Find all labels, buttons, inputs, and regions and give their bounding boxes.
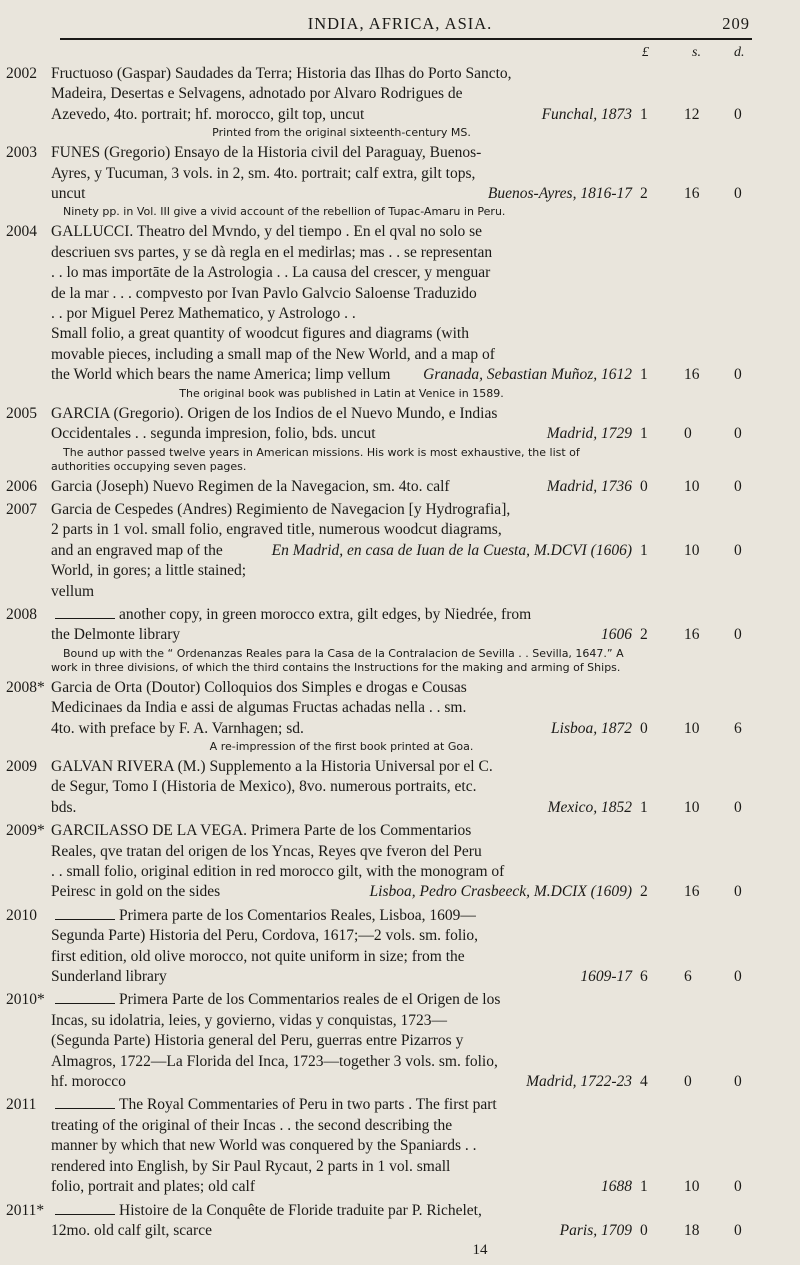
imprint-place-date: Madrid, 1729 bbox=[546, 425, 632, 443]
entry-number: 2010* bbox=[6, 991, 45, 1009]
price-shillings: 10 bbox=[684, 719, 700, 737]
entry-text: descriuen svs partes, y se dà regla en el medirlas; mas . . se representan bbox=[51, 243, 493, 261]
entry-number: 2004 bbox=[6, 223, 37, 241]
price-pence: 0 bbox=[734, 626, 742, 644]
catalogue-entry bbox=[6, 1095, 750, 1197]
entry-line bbox=[51, 862, 750, 882]
entry-text: Histoire de la Conquête de Floride traduite par P. Richelet, bbox=[119, 1201, 482, 1219]
imprint-place-date: Madrid, 1736 bbox=[546, 477, 632, 495]
catalogue-entry bbox=[6, 678, 750, 754]
price-shillings: 16 bbox=[684, 366, 700, 384]
entry-text: Segunda Parte) Historia del Peru, Cordova, 1617;—2 vols. sm. folio, bbox=[51, 927, 479, 945]
entry-number: 2011 bbox=[6, 1096, 37, 1114]
price-shillings: 18 bbox=[684, 1221, 700, 1239]
catalogue-entry bbox=[6, 1201, 750, 1242]
catalogue-entry bbox=[6, 64, 750, 140]
price-pounds: 1 bbox=[640, 105, 648, 123]
price-shillings: 10 bbox=[684, 1178, 700, 1196]
entry-line bbox=[51, 1031, 750, 1051]
entry-number: 2008* bbox=[6, 678, 45, 696]
running-head bbox=[0, 14, 800, 36]
entry-text: Medicinaes da India e assi de algumas Fructas achadas nella . . sm. bbox=[51, 699, 467, 717]
entry-text: Primera parte de los Comentarios Reales, Lisboa, 1609— bbox=[119, 906, 476, 924]
entry-line bbox=[51, 105, 750, 125]
entries-list bbox=[6, 64, 750, 1244]
entry-text: . . lo mas importāte de la Astrologia . . La causa del crescer, y menguar bbox=[51, 264, 491, 282]
entry-note: A re-impression of the first book printed at Goa. bbox=[209, 739, 474, 753]
entry-line bbox=[51, 1052, 750, 1072]
entry-line bbox=[51, 143, 750, 163]
signature-mark: 14 bbox=[472, 1242, 488, 1258]
entry-text: . . por Miguel Perez Mathematico, y Astrologo . . bbox=[51, 305, 356, 323]
price-pence: 0 bbox=[734, 883, 742, 901]
price-pence: 0 bbox=[734, 185, 742, 203]
price-shillings: 10 bbox=[684, 798, 700, 816]
entry-line bbox=[51, 1136, 750, 1156]
entry-line bbox=[51, 821, 750, 841]
entry-text: manner by which that new World was conquered by the Spaniards . . bbox=[51, 1137, 477, 1155]
entry-text: uncut bbox=[51, 185, 86, 203]
price-pounds: 2 bbox=[640, 626, 648, 644]
price-shillings: 12 bbox=[684, 105, 700, 123]
entry-text: bds. bbox=[51, 798, 77, 816]
entry-note: Bound up with the “ Ordenanzas Reales para la Casa de la Contralacion de Sevilla . . Sevilla, 1647.” A work in three divisions, of which the third contains the Instructions for the making and arming of Ships. bbox=[51, 646, 624, 674]
entry-number: 2007 bbox=[6, 500, 37, 518]
entry-line bbox=[51, 222, 750, 242]
entry-line bbox=[51, 798, 750, 818]
price-pounds: 0 bbox=[640, 719, 648, 737]
entry-text: another copy, in green morocco extra, gilt edges, by Niedrée, from bbox=[119, 605, 532, 623]
entry-number: 2009 bbox=[6, 757, 37, 775]
entry-line bbox=[51, 947, 750, 967]
entry-line bbox=[51, 777, 750, 797]
entry-line bbox=[51, 757, 750, 777]
entry-line bbox=[51, 304, 750, 324]
entry-note: The original book was published in Latin at Venice in 1589. bbox=[179, 386, 504, 400]
entry-line bbox=[51, 424, 750, 444]
price-shillings: 10 bbox=[684, 541, 700, 559]
entry-text: 12mo. old calf gilt, scarce bbox=[51, 1221, 212, 1239]
entry-line bbox=[51, 842, 750, 862]
entry-line bbox=[51, 967, 750, 987]
entry-line bbox=[51, 184, 750, 204]
entry-line bbox=[51, 477, 750, 497]
catalogue-entry bbox=[6, 404, 750, 474]
entry-line bbox=[51, 605, 750, 625]
imprint-place-date: Mexico, 1852 bbox=[547, 798, 632, 816]
entry-text: first edition, old olive morocco, not quite uniform in size; from the bbox=[51, 947, 465, 965]
page-number: 209 bbox=[722, 14, 750, 33]
entry-text: (Segunda Parte) Historia general del Peru, guerras entre Pizarros y bbox=[51, 1032, 464, 1050]
entry-number: 2010 bbox=[6, 906, 37, 924]
entry-line bbox=[51, 365, 750, 385]
price-shillings: 0 bbox=[684, 425, 692, 443]
entry-line bbox=[51, 678, 750, 698]
entry-line bbox=[51, 625, 750, 645]
price-pounds: 0 bbox=[640, 477, 648, 495]
entry-line bbox=[51, 284, 750, 304]
entry-text: 4to. with preface by F. A. Varnhagen; sd. bbox=[51, 719, 304, 737]
imprint-place-date: Buenos-Ayres, 1816-17 bbox=[487, 185, 632, 203]
entry-text: Garcia de Orta (Doutor) Colloquios dos Simples e drogas e Cousas bbox=[51, 678, 467, 696]
price-pence: 0 bbox=[734, 541, 742, 559]
ditto-dash bbox=[55, 919, 115, 920]
shillings-heading: s. bbox=[692, 45, 701, 60]
catalogue-entry bbox=[6, 990, 750, 1092]
entry-text: GARCILASSO DE LA VEGA. Primera Parte de los Commentarios bbox=[51, 822, 472, 840]
entry-number: 2011* bbox=[6, 1201, 45, 1219]
entry-line bbox=[51, 324, 750, 344]
entry-line bbox=[51, 1072, 750, 1092]
catalogue-entry bbox=[6, 906, 750, 988]
price-shillings: 0 bbox=[684, 1073, 692, 1091]
imprint-place-date: Lisboa, 1872 bbox=[551, 719, 632, 737]
entry-text: and an engraved map of the World, in gores; a little stained; vellum bbox=[51, 541, 247, 600]
entry-text: rendered into English, by Sir Paul Rycaut, 2 parts in 1 vol. small bbox=[51, 1157, 451, 1175]
imprint-place-date: Funchal, 1873 bbox=[541, 105, 632, 123]
entry-line bbox=[51, 882, 750, 902]
ditto-dash bbox=[55, 1108, 115, 1109]
price-shillings: 6 bbox=[684, 968, 692, 986]
catalogue-entry bbox=[6, 757, 750, 818]
imprint-place-date: Paris, 1709 bbox=[559, 1221, 632, 1239]
entry-text: Peiresc in gold on the sides bbox=[51, 883, 221, 901]
price-pounds: 1 bbox=[640, 541, 648, 559]
entry-line bbox=[51, 541, 750, 602]
entry-line bbox=[51, 84, 750, 104]
entry-text: Almagros, 1722—La Florida del Inca, 1723—together 3 vols. sm. folio, bbox=[51, 1052, 498, 1070]
price-pence: 0 bbox=[734, 1221, 742, 1239]
entry-text: Incas, su idolatria, leies, y govierno, vidas y conquistas, 1723— bbox=[51, 1011, 448, 1029]
entry-line bbox=[51, 500, 750, 520]
entry-text: treating of the original of their Incas . . the second describing the bbox=[51, 1116, 453, 1134]
entry-line bbox=[51, 1095, 750, 1115]
catalogue-entry bbox=[6, 821, 750, 903]
entry-text: The Royal Commentaries of Peru in two parts . The first part bbox=[119, 1096, 497, 1114]
price-pence: 0 bbox=[734, 477, 742, 495]
entry-line bbox=[51, 263, 750, 283]
entry-text: Madeira, Desertas e Selvagens, adnotado por Alvaro Rodrigues de bbox=[51, 85, 463, 103]
imprint-place-date: En Madrid, en casa de Iuan de la Cuesta, M.DCVI (1606) bbox=[271, 541, 632, 559]
entry-line bbox=[51, 64, 750, 84]
entry-note: Ninety pp. in Vol. III give a vivid account of the rebellion of Tupac-Amaru in Peru. bbox=[63, 205, 506, 219]
entry-text: Ayres, y Tucuman, 3 vols. in 2, sm. 4to. portrait; calf extra, gilt tops, bbox=[51, 164, 476, 182]
price-pounds: 0 bbox=[640, 1221, 648, 1239]
entry-text: Fructuoso (Gaspar) Saudades da Terra; Historia das Ilhas do Porto Sancto, bbox=[51, 65, 512, 82]
entry-text: de la mar . . . compvesto por Ivan Pavlo Galvcio Saloense Traduzido bbox=[51, 284, 477, 302]
price-pence: 0 bbox=[734, 798, 742, 816]
entry-line bbox=[51, 1116, 750, 1136]
price-shillings: 16 bbox=[684, 883, 700, 901]
imprint-place-date: 1609-17 bbox=[580, 968, 632, 986]
entry-line bbox=[51, 1177, 750, 1197]
entry-text: GALLUCCI. Theatro del Mvndo, y del tiempo . En el qval no solo se bbox=[51, 223, 483, 241]
pence-heading: d. bbox=[734, 45, 745, 60]
imprint-place-date: Granada, Sebastian Muñoz, 1612 bbox=[423, 366, 632, 384]
entry-text: 2 parts in 1 vol. small folio, engraved title, numerous woodcut diagrams, bbox=[51, 521, 502, 539]
entry-number: 2009* bbox=[6, 822, 45, 840]
entry-number: 2002 bbox=[6, 65, 37, 82]
entry-line bbox=[51, 404, 750, 424]
imprint-place-date: Madrid, 1722-23 bbox=[526, 1073, 632, 1091]
entry-text: de Segur, Tomo I (Historia de Mexico), 8vo. numerous portraits, etc. bbox=[51, 778, 477, 796]
ditto-dash bbox=[55, 1214, 115, 1215]
entry-line bbox=[51, 345, 750, 365]
price-shillings: 10 bbox=[684, 477, 700, 495]
entry-text: the World which bears the name America; limp vellum bbox=[51, 366, 391, 384]
entry-line bbox=[51, 906, 750, 926]
entry-line bbox=[51, 990, 750, 1010]
entry-text: . . small folio, original edition in red morocco gilt, with the monogram of bbox=[51, 863, 505, 880]
price-pounds: 1 bbox=[640, 798, 648, 816]
entry-line bbox=[51, 926, 750, 946]
entry-line bbox=[51, 698, 750, 718]
entry-text: Occidentales . . segunda impresion, folio, bds. uncut bbox=[51, 425, 376, 443]
ditto-dash bbox=[55, 618, 115, 619]
entry-line bbox=[51, 719, 750, 739]
entry-text: FUNES (Gregorio) Ensayo de la Historia civil del Paraguay, Buenos- bbox=[51, 144, 482, 162]
entry-line bbox=[51, 1157, 750, 1177]
entry-text: Primera Parte de los Commentarios reales de el Origen de los bbox=[119, 991, 501, 1009]
entry-text: Small folio, a great quantity of woodcut figures and diagrams (with bbox=[51, 325, 469, 343]
imprint-place-date: 1688 bbox=[601, 1178, 632, 1196]
price-pence: 0 bbox=[734, 1178, 742, 1196]
price-pence: 0 bbox=[734, 366, 742, 384]
entry-text: Garcia (Joseph) Nuevo Regimen de la Navegacion, sm. 4to. calf bbox=[51, 477, 450, 495]
price-pounds: 2 bbox=[640, 883, 648, 901]
entry-text: movable pieces, including a small map of the New World, and a map of bbox=[51, 345, 495, 363]
entry-number: 2006 bbox=[6, 477, 37, 495]
catalogue-entry bbox=[6, 222, 750, 400]
catalogue-entry bbox=[6, 477, 750, 497]
entry-text: Reales, qve tratan del origen de los Yncas, Reyes qve fveron del Peru bbox=[51, 842, 482, 860]
entry-text: Garcia de Cespedes (Andres) Regimiento de Navegacion [y Hydrografia], bbox=[51, 500, 511, 518]
entry-note: Printed from the original sixteenth-century MS. bbox=[212, 126, 471, 140]
entry-line bbox=[51, 164, 750, 184]
entry-text: GARCIA (Gregorio). Origen de los Indios de el Nuevo Mundo, e Indias bbox=[51, 404, 498, 422]
price-pounds: 1 bbox=[640, 366, 648, 384]
entry-text: hf. morocco bbox=[51, 1073, 126, 1091]
entry-line bbox=[51, 1201, 750, 1221]
entry-line bbox=[51, 243, 750, 263]
entry-text: the Delmonte library bbox=[51, 626, 181, 644]
catalogue-entry bbox=[6, 605, 750, 675]
entry-text: folio, portrait and plates; old calf bbox=[51, 1178, 256, 1196]
price-pounds: 1 bbox=[640, 1178, 648, 1196]
price-pence: 0 bbox=[734, 1073, 742, 1091]
entry-text: Azevedo, 4to. portrait; hf. morocco, gilt top, uncut bbox=[51, 105, 365, 123]
price-pounds: 2 bbox=[640, 185, 648, 203]
page-title: INDIA, AFRICA, ASIA. bbox=[307, 14, 493, 33]
entry-line bbox=[51, 1011, 750, 1031]
price-pounds: 6 bbox=[640, 968, 648, 986]
entry-number: 2008 bbox=[6, 605, 37, 623]
catalogue-entry bbox=[6, 143, 750, 219]
price-pence: 0 bbox=[734, 425, 742, 443]
entry-line bbox=[51, 520, 750, 540]
header-rule bbox=[60, 38, 752, 40]
pounds-heading: £ bbox=[642, 45, 649, 60]
price-pence: 0 bbox=[734, 968, 742, 986]
entry-note: The author passed twelve years in American missions. His work is most exhaustive, the list of authorities occupying seven pages. bbox=[51, 445, 580, 473]
imprint-place-date: Lisboa, Pedro Crasbeeck, M.DCIX (1609) bbox=[369, 883, 632, 901]
entry-number: 2003 bbox=[6, 144, 37, 162]
entry-line bbox=[51, 1221, 750, 1241]
entry-number: 2005 bbox=[6, 404, 37, 422]
price-pence: 6 bbox=[734, 719, 742, 737]
imprint-place-date: 1606 bbox=[601, 626, 632, 644]
ditto-dash bbox=[55, 1003, 115, 1004]
price-pounds: 1 bbox=[640, 425, 648, 443]
price-shillings: 16 bbox=[684, 626, 700, 644]
price-pence: 0 bbox=[734, 105, 742, 123]
entry-text: GALVAN RIVERA (M.) Supplemento a la Historia Universal por el C. bbox=[51, 757, 493, 775]
price-shillings: 16 bbox=[684, 185, 700, 203]
catalogue-entry bbox=[6, 500, 750, 602]
entry-text: Sunderland library bbox=[51, 968, 167, 986]
price-pounds: 4 bbox=[640, 1073, 648, 1091]
